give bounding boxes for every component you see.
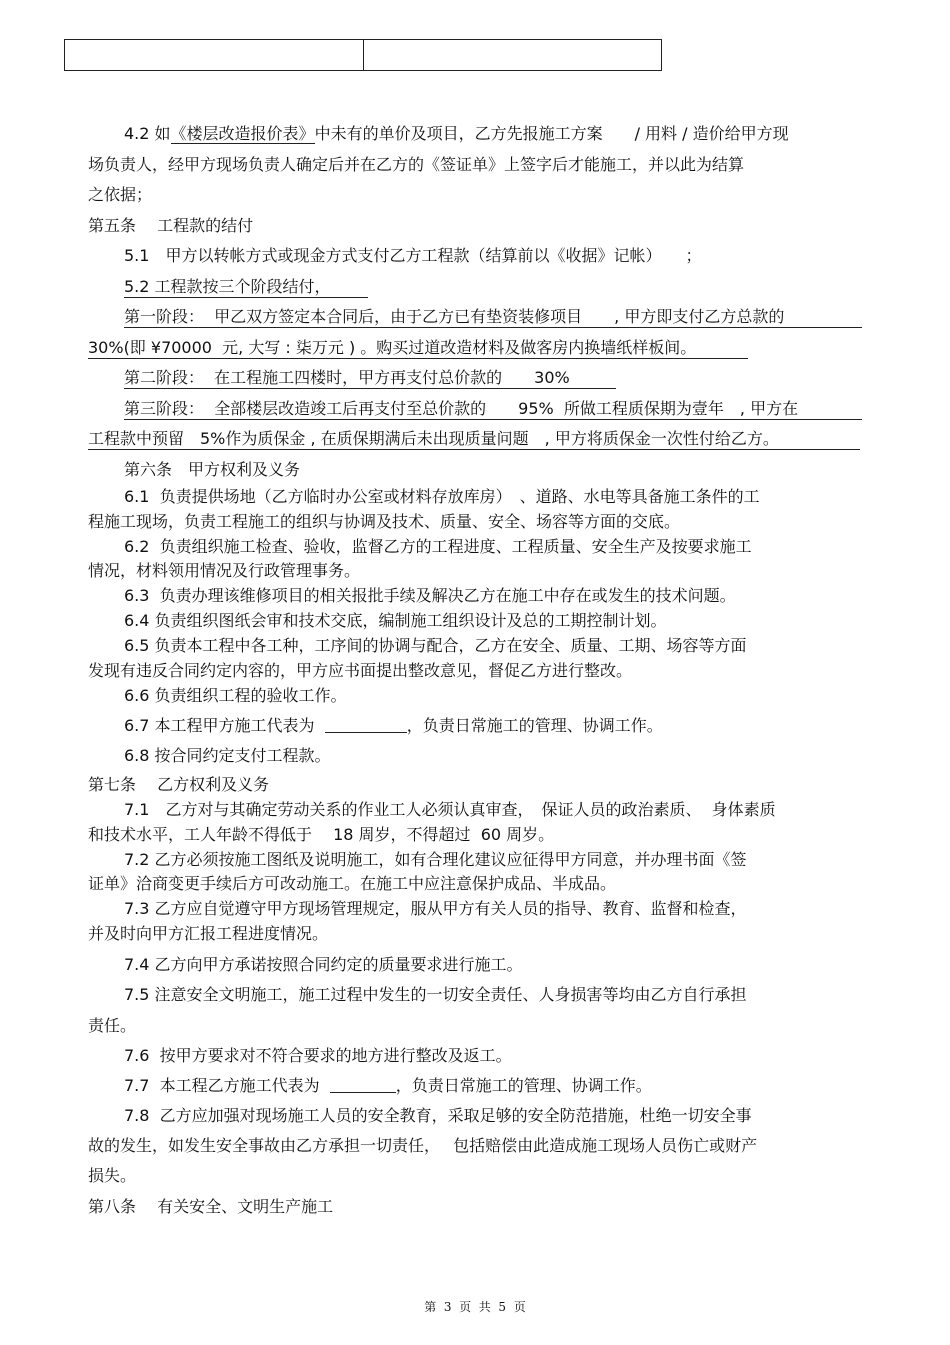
text-line: 7.6 按甲方要求对不符合要求的地方进行整改及返工。 [124,1046,512,1065]
text-line: 6.4 负责组织图纸会审和技术交底，编制施工组织设计及总的工期控制计划。 [124,611,667,630]
text-line: 7.5 注意安全文明施工，施工过程中发生的一切安全责任、人身损害等均由乙方自行承担 [124,985,747,1004]
clause-7-7-line: 7.7 本工程乙方施工代表为 ，负责日常施工的管理、协调工作。 [124,1076,652,1095]
text-line: 并及时向甲方汇报工程进度情况。 [88,924,329,943]
table-cell [65,40,363,70]
payment-stage-1: 第一阶段： 甲乙双方签定本合同后，由于乙方已有垫资装修项目 , 甲方即支付乙方总款的 [124,307,862,328]
article-heading: 第七条 乙方权利及义务 [88,775,270,794]
text-line: 7.3 乙方应自觉遵守甲方现场管理规定，服从甲方有关人员的指导、教育、监督和检查， [124,899,747,918]
representative-blank [325,716,407,733]
text-line: 7.8 乙方应加强对现场施工人员的安全教育，采取足够的安全防范措施，杜绝一切安全事 [124,1106,752,1125]
price-list-title: 《楼层改造报价表》 [170,124,315,143]
text-line: 7.4 乙方向甲方承诺按照合同约定的质量要求进行施工。 [124,955,523,974]
text-line: 证单》洽商变更手续后方可改动施工。在施工中应注意保护成品、半成品。 [88,874,617,893]
text-line: 情况，材料领用情况及行政管理事务。 [88,561,361,580]
text-line: 程施工现场，负责工程施工的组织与协调及技术、质量、安全、场容等方面的交底。 [88,512,681,531]
page-footer: 第 3 页 共 5 页 [424,1300,526,1314]
text-line: 6.1 负责提供场地（乙方临时办公室或材料存放库房） 、道路、水电等具备施工条件的工 [124,487,760,506]
article-heading: 第五条 工程款的结付 [88,216,254,235]
text-line: 6.3 负责办理该维修项目的相关报批手续及解决乙方在施工中存在或发生的技术问题。 [124,586,736,605]
payment-stage-1-cont: 30%(即 ¥70000 元, 大写 : 柒万元 ) 。购买过道改造材料及做客房内换墙纸样板间。 [88,338,748,359]
text-line: 场负责人，经甲方现场负责人确定后并在乙方的《签证单》上签字后才能施工，并以此为结算 [88,155,745,174]
payment-stage-3: 第三阶段： 全部楼层改造竣工后再支付至总价款的 95% 所做工程质保期为壹年 , 甲方在 [124,399,862,420]
text-line: 7.1 乙方对与其确定劳动关系的作业工人必须认真审查， 保证人员的政治素质、 身体素质 [124,800,776,819]
payment-stage-2: 第二阶段： 在工程施工四楼时，甲方再支付总价款的 30% [124,368,616,389]
text-line: 6.8 按合同约定支付工程款。 [124,746,331,765]
text-line: 发现有违反合同约定内容的，甲方应书面提出整改意见，督促乙方进行整改。 [88,661,633,680]
text-line: 之依据； [88,185,153,204]
representative-blank [330,1076,396,1093]
text-line: 6.6 负责组织工程的验收工作。 [124,686,347,705]
text-line: 6.2 负责组织施工检查、验收，监督乙方的工程进度、工程质量、安全生产及按要求施工 [124,537,752,556]
text-line: 责任。 [88,1016,137,1035]
header-table [64,39,662,71]
text-line: 损失。 [88,1166,137,1185]
text-line: 和技术水平，工人年龄不得低于 18 周岁，不得超过 60 周岁。 [88,825,555,844]
text-line: 6.5 负责本工程中各工种，工序间的协调与配合，乙方在安全、质量、工期、场容等方面 [124,636,747,655]
text-line: 故的发生，如发生安全事故由乙方承担一切责任， 包括赔偿由此造成施工现场人员伤亡或财产 [88,1136,758,1155]
text-line: 5.2 工程款按三个阶段结付， [124,277,368,298]
table-cell [363,40,662,70]
text-line: 5.1 甲方以转帐方式或现金方式支付乙方工程款（结算前以《收据》记帐） ； [124,246,702,265]
article-heading: 第八条 有关安全、文明生产施工 [88,1197,334,1216]
payment-stage-3-cont: 工程款中预留 5%作为质保金 , 在质保期满后未出现质量问题 , 甲方将质保金一次性付给乙方。 [88,429,860,450]
text-line: 7.2 乙方必须按施工图纸及说明施工，如有合理化建议应征得甲方同意，并办理书面《签 [124,850,747,869]
clause-4-2-line: 4.2 如《楼层改造报价表》中未有的单价及项目，乙方先报施工方案 / 用料 / 造价给甲方现 [124,124,789,143]
clause-6-7-line: 6.7 本工程甲方施工代表为 ，负责日常施工的管理、协调工作。 [124,716,663,735]
article-heading: 第六条 甲方权利及义务 [124,460,301,479]
